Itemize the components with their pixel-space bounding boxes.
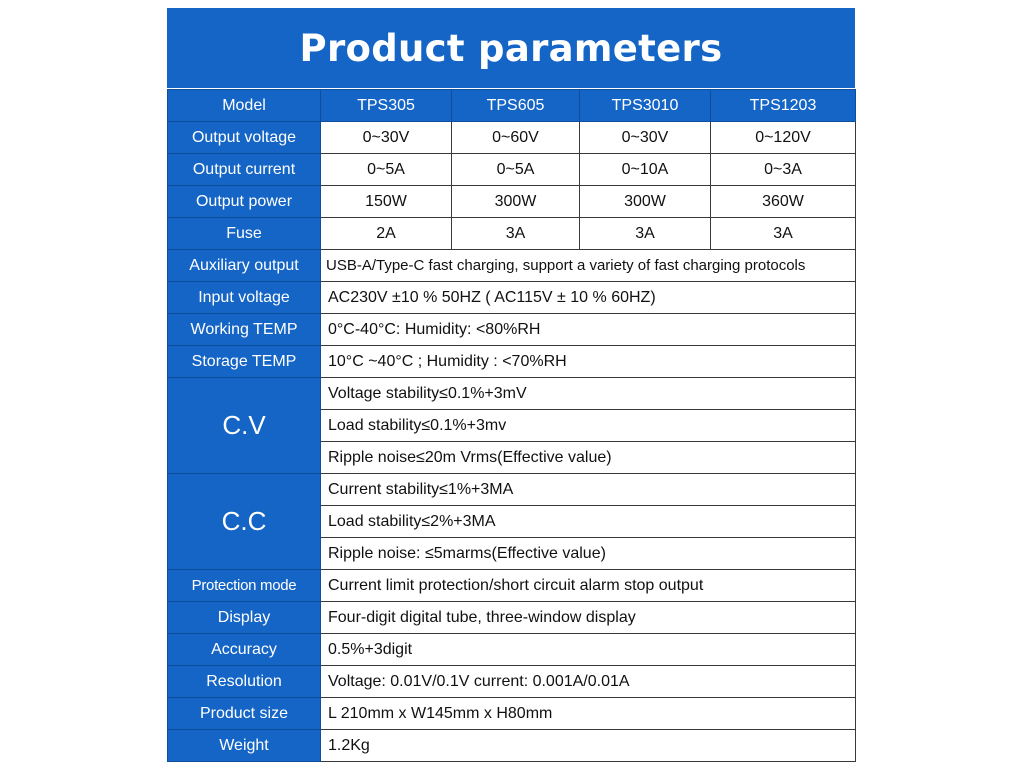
row-label: Auxiliary output — [168, 250, 321, 282]
output-current-row — [168, 154, 856, 186]
row-value: Current limit protection/short circuit alarm stop output — [321, 570, 856, 602]
row-value: USB-A/Type-C fast charging, support a variety of fast charging protocols — [321, 250, 856, 282]
model-row — [168, 90, 856, 122]
display-row — [168, 602, 856, 634]
output-power-row — [168, 186, 856, 218]
cell-value: 3A — [452, 218, 580, 250]
weight-row — [168, 730, 856, 762]
cell-value: 3A — [711, 218, 856, 250]
working-temp-row — [168, 314, 856, 346]
row-label: Output power — [168, 186, 321, 218]
title-bar — [167, 8, 855, 88]
cell-value: 3A — [580, 218, 711, 250]
parameters-table — [167, 89, 856, 762]
row-label: Display — [168, 602, 321, 634]
row-label: Output voltage — [168, 122, 321, 154]
cell-value: 2A — [321, 218, 452, 250]
output-voltage-row — [168, 122, 856, 154]
cell-value: 0~30V — [580, 122, 711, 154]
row-value: 0.5%+3digit — [321, 634, 856, 666]
model-name: TPS605 — [452, 90, 580, 122]
input-voltage-row — [168, 282, 856, 314]
product-parameters-sheet — [167, 8, 855, 764]
cell-value: 0~5A — [452, 154, 580, 186]
row-value: Four-digit digital tube, three-window display — [321, 602, 856, 634]
row-label: Accuracy — [168, 634, 321, 666]
cell-value: 0~3A — [711, 154, 856, 186]
row-value: L 210mm x W145mm x H80mm — [321, 698, 856, 730]
page-title: Product parameters — [299, 26, 723, 70]
cc-item: Ripple noise: ≤5marms(Effective value) — [321, 538, 856, 570]
cell-value: 360W — [711, 186, 856, 218]
model-name: TPS1203 — [711, 90, 856, 122]
accuracy-row — [168, 634, 856, 666]
cell-value: 300W — [452, 186, 580, 218]
row-label: Working TEMP — [168, 314, 321, 346]
cv-item: Voltage stability≤0.1%+3mV — [321, 378, 856, 410]
row-label: Resolution — [168, 666, 321, 698]
cell-value: 0~120V — [711, 122, 856, 154]
storage-temp-row — [168, 346, 856, 378]
resolution-row — [168, 666, 856, 698]
cell-value: 0~10A — [580, 154, 711, 186]
row-label: Storage TEMP — [168, 346, 321, 378]
row-value: 10°C ~40°C ; Humidity : <70%RH — [321, 346, 856, 378]
auxiliary-output-row — [168, 250, 856, 282]
cell-value: 150W — [321, 186, 452, 218]
cell-value: 300W — [580, 186, 711, 218]
model-label: Model — [168, 90, 321, 122]
cv-row — [168, 378, 856, 410]
cv-item: Load stability≤0.1%+3mv — [321, 410, 856, 442]
row-label: Protection mode — [168, 570, 321, 602]
cv-label: C.V — [168, 378, 321, 474]
cell-value: 0~60V — [452, 122, 580, 154]
protection-mode-row — [168, 570, 856, 602]
product-size-row — [168, 698, 856, 730]
row-label: Fuse — [168, 218, 321, 250]
cv-item: Ripple noise≤20m Vrms(Effective value) — [321, 442, 856, 474]
row-value: 0°C-40°C: Humidity: <80%RH — [321, 314, 856, 346]
model-name: TPS3010 — [580, 90, 711, 122]
row-value: Voltage: 0.01V/0.1V current: 0.001A/0.01A — [321, 666, 856, 698]
cc-label: C.C — [168, 474, 321, 570]
row-label: Product size — [168, 698, 321, 730]
cell-value: 0~30V — [321, 122, 452, 154]
row-value: 1.2Kg — [321, 730, 856, 762]
fuse-row — [168, 218, 856, 250]
cc-item: Load stability≤2%+3MA — [321, 506, 856, 538]
row-label: Output current — [168, 154, 321, 186]
cell-value: 0~5A — [321, 154, 452, 186]
cc-row — [168, 474, 856, 506]
cc-item: Current stability≤1%+3MA — [321, 474, 856, 506]
model-name: TPS305 — [321, 90, 452, 122]
row-label: Weight — [168, 730, 321, 762]
row-label: Input voltage — [168, 282, 321, 314]
row-value: AC230V ±10 % 50HZ ( AC115V ± 10 % 60HZ) — [321, 282, 856, 314]
